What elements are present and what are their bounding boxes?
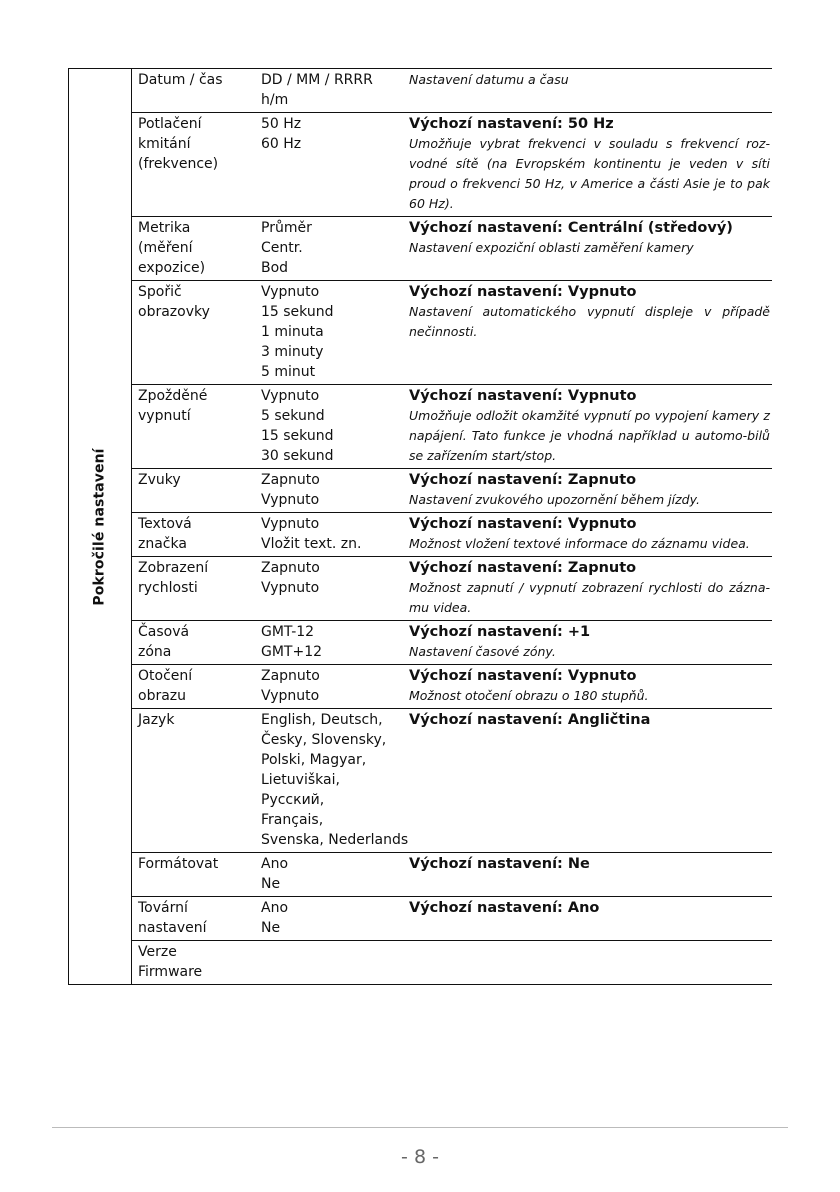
setting-name [131, 558, 261, 618]
default-value: Výchozí nastavení: Vypnuto [409, 668, 637, 684]
setting-description [409, 666, 772, 706]
option-value: 15 sekund [261, 428, 334, 444]
setting-options [261, 666, 409, 706]
option-value: Vypnuto [261, 516, 320, 532]
option-value: Bod [261, 260, 289, 276]
default-value: Výchozí nastavení: 50 Hz [409, 116, 614, 132]
setting-options [261, 218, 409, 278]
default-value: Výchozí nastavení: Centrální (středový) [409, 220, 733, 236]
option-value: Ne [261, 920, 281, 936]
setting-name-line: Zvuky [138, 472, 181, 488]
setting-name-line: Verze [138, 944, 177, 960]
option-value: English, Deutsch, [261, 712, 383, 728]
setting-name [131, 898, 261, 938]
setting-name [131, 470, 261, 510]
table-row [131, 113, 772, 217]
table-row [131, 941, 772, 984]
description-text: Umožňuje vybrat frekvenci v souladu s frekvencí roz-vodné sítě (na Evropském kontinentu je veden v síti proud o frekvenci 50 Hz, v Americe a části Asie je to pak 60 Hz). [409, 136, 770, 211]
setting-description [409, 386, 772, 466]
description-text: Nastavení expoziční oblasti zaměření kamery [409, 240, 694, 255]
setting-options [261, 558, 409, 618]
default-value: Výchozí nastavení: Vypnuto [409, 284, 637, 300]
table-row [131, 665, 772, 709]
option-value: Lietuviškai, [261, 772, 340, 788]
option-value: GMT-12 [261, 624, 315, 640]
setting-name-line: vypnutí [138, 408, 191, 424]
setting-name-line: Datum / čas [138, 72, 223, 88]
setting-name-line: Firmware [138, 964, 203, 980]
section-label: Pokročilé nastavení [92, 447, 108, 606]
option-value: Vypnuto [261, 388, 320, 404]
setting-name-line: Spořič [138, 284, 182, 300]
setting-name [131, 622, 261, 662]
table-row [131, 469, 772, 513]
option-value: 5 minut [261, 364, 316, 380]
setting-name-line: (frekvence) [138, 156, 219, 172]
option-value: Ano [261, 856, 289, 872]
setting-options [261, 898, 409, 938]
setting-description [409, 854, 772, 894]
description-text: Možnost vložení textové informace do záznamu videa. [409, 536, 750, 551]
setting-name [131, 218, 261, 278]
setting-name [131, 114, 261, 214]
setting-description [409, 622, 772, 662]
setting-options [261, 710, 409, 850]
default-value: Výchozí nastavení: Vypnuto [409, 388, 637, 404]
table-row [131, 217, 772, 281]
setting-name [131, 70, 261, 110]
option-value: 30 sekund [261, 448, 334, 464]
option-value: h/m [261, 92, 289, 108]
option-value: DD / MM / RRRR [261, 72, 373, 88]
option-value: Ne [261, 876, 281, 892]
footer-divider [52, 1127, 788, 1128]
setting-name-line: (měření [138, 240, 193, 256]
table-row [131, 281, 772, 385]
setting-description [409, 898, 772, 938]
option-value: Русский, [261, 792, 325, 808]
setting-name-line: Zobrazení [138, 560, 209, 576]
option-value: Français, [261, 812, 324, 828]
option-value: GMT+12 [261, 644, 323, 660]
option-value: Vypnuto [261, 492, 320, 508]
option-value: Česky, Slovensky, [261, 732, 387, 748]
option-value: Centr. [261, 240, 303, 256]
setting-name-line: Tovární [138, 900, 188, 916]
option-value: 15 sekund [261, 304, 334, 320]
setting-description [409, 942, 772, 982]
option-value: Polski, Magyar, [261, 752, 367, 768]
setting-name-line: Metrika [138, 220, 191, 236]
setting-name [131, 282, 261, 382]
option-value: Zapnuto [261, 560, 320, 576]
table-row [131, 709, 772, 853]
option-value: Vložit text. zn. [261, 536, 362, 552]
setting-description [409, 514, 772, 554]
table-row [131, 513, 772, 557]
setting-name-line: obrazu [138, 688, 187, 704]
table-row [131, 621, 772, 665]
setting-name-line: značka [138, 536, 187, 552]
setting-name-line: obrazovky [138, 304, 210, 320]
option-value: 3 minuty [261, 344, 324, 360]
setting-name-line: rychlosti [138, 580, 198, 596]
setting-name-line: kmitání [138, 136, 191, 152]
setting-name-line: nastavení [138, 920, 207, 936]
setting-options [261, 114, 409, 214]
setting-name-line: Textová [138, 516, 192, 532]
description-text: Nastavení datumu a času [409, 72, 569, 87]
setting-name-line: Potlačení [138, 116, 202, 132]
table-row [131, 557, 772, 621]
setting-name-line: zóna [138, 644, 172, 660]
setting-name [131, 710, 261, 850]
setting-options [261, 622, 409, 662]
description-text: Možnost otočení obrazu o 180 stupňů. [409, 688, 649, 703]
option-value: Zapnuto [261, 472, 320, 488]
setting-description [409, 470, 772, 510]
default-value: Výchozí nastavení: Zapnuto [409, 560, 637, 576]
page-number: - 8 - [401, 1146, 439, 1168]
default-value: Výchozí nastavení: Zapnuto [409, 472, 637, 488]
setting-options [261, 70, 409, 110]
settings-rows [131, 69, 772, 984]
setting-description [409, 282, 772, 382]
description-text: Nastavení zvukového upozornění během jízdy. [409, 492, 701, 507]
option-value: 60 Hz [261, 136, 302, 152]
option-value: Svenska, Nederlands [261, 832, 409, 848]
table-row [131, 385, 772, 469]
description-text: Možnost zapnutí / vypnutí zobrazení rychlosti do zázna-mu videa. [409, 580, 770, 615]
setting-name [131, 854, 261, 894]
option-value: 50 Hz [261, 116, 302, 132]
section-label-column [68, 69, 132, 984]
setting-description [409, 218, 772, 278]
setting-description [409, 114, 772, 214]
default-value: Výchozí nastavení: Angličtina [409, 712, 651, 728]
setting-name [131, 514, 261, 554]
option-value: Průměr [261, 220, 312, 236]
default-value: Výchozí nastavení: Ano [409, 900, 600, 916]
default-value: Výchozí nastavení: Ne [409, 856, 590, 872]
setting-options [261, 514, 409, 554]
setting-options [261, 942, 409, 982]
setting-options [261, 282, 409, 382]
settings-table [68, 68, 772, 985]
option-value: Vypnuto [261, 688, 320, 704]
table-row [131, 897, 772, 941]
default-value: Výchozí nastavení: Vypnuto [409, 516, 637, 532]
option-value: Zapnuto [261, 668, 320, 684]
setting-options [261, 386, 409, 466]
option-value: Ano [261, 900, 289, 916]
setting-name-line: Formátovat [138, 856, 219, 872]
default-value: Výchozí nastavení: +1 [409, 624, 591, 640]
option-value: 5 sekund [261, 408, 325, 424]
setting-name [131, 942, 261, 982]
setting-name-line: Jazyk [138, 712, 175, 728]
setting-name-line: Otočení [138, 668, 193, 684]
option-value: 1 minuta [261, 324, 324, 340]
description-text: Umožňuje odložit okamžité vypnutí po vypojení kamery z napájení. Tato funkce je vhodná například u automo-bilů se zařízením start/stop. [409, 408, 770, 463]
table-row [131, 853, 772, 897]
setting-options [261, 854, 409, 894]
setting-name-line: Časová [138, 624, 190, 640]
table-row [131, 69, 772, 113]
setting-name [131, 666, 261, 706]
setting-name [131, 386, 261, 466]
setting-name-line: Zpožděné [138, 388, 208, 404]
setting-description [409, 710, 772, 850]
description-text: Nastavení automatického vypnutí displeje v případě nečinnosti. [409, 304, 770, 339]
setting-options [261, 470, 409, 510]
description-text: Nastavení časové zóny. [409, 644, 556, 659]
setting-name-line: expozice) [138, 260, 206, 276]
option-value: Vypnuto [261, 284, 320, 300]
option-value: Vypnuto [261, 580, 320, 596]
setting-description [409, 70, 772, 110]
setting-description [409, 558, 772, 618]
